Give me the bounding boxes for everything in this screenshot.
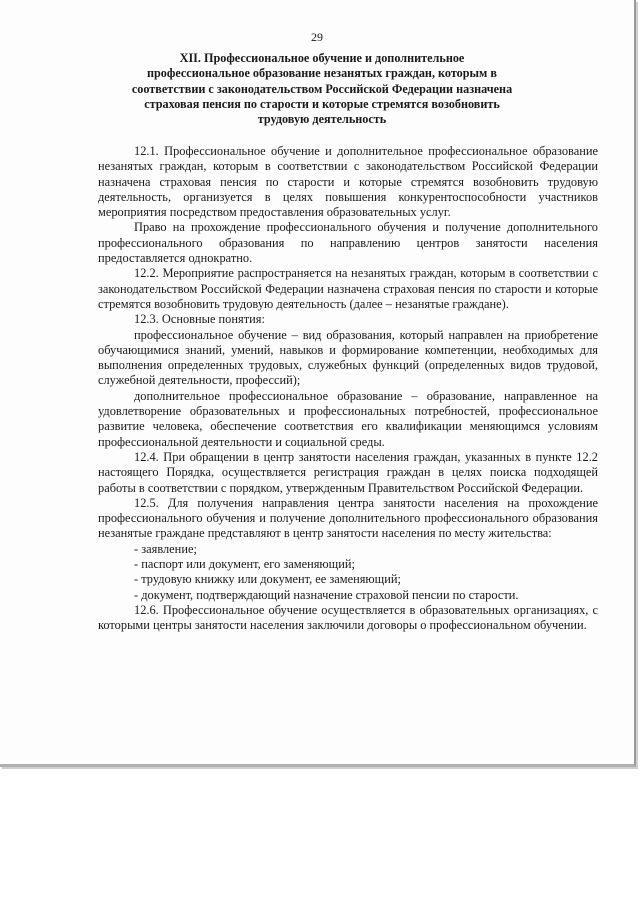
definition-additional-education: дополнительное профессиональное образование – образование, направленное на удовлетворение образовательных и профессиональных потребностей, профессиональное развитие человека, обеспечение соответствия его квалификации меняющимся условиям профессиональной деятельности и социальной среды. — [98, 388, 598, 449]
section-title — [120, 51, 524, 127]
section-title-line: соответствии с законодательством Российской Федерации назначена — [131, 81, 513, 96]
document-body — [98, 144, 598, 634]
paragraph-12-2: 12.2. Мероприятие распространяется на незанятых граждан, которым в соответствии с законодательством Российской Федерации назначена страховая пенсия по старости и которые стремятся возобновить трудовую деятельность (далее – незанятые граждане). — [98, 266, 598, 311]
paragraph-12-5: 12.5. Для получения направления центра занятости населения на прохождение профессионального обучения и получение дополнительного профессионального образования незанятые граждане представляют в центр занятости населения по месту жительства: — [98, 495, 598, 541]
section-title-line: XII. Профессиональное обучение и дополнительное — [179, 51, 465, 65]
paragraph-12-6: 12.6. Профессиональное обучение осуществляется в образовательных организациях, с которыми центры занятости населения заключили договоры о профессиональном обучении. — [98, 602, 598, 633]
definition-professional-training: профессиональное обучение – вид образования, который направлен на приобретение обучающимися знаний, умений, навыков и формирование компетенции, необходимых для выполнения определенных трудовых, служебных функций (определенных видов трудовой, служебной деятельности, профессий); — [98, 327, 598, 388]
paragraph-right-once: Право на прохождение профессионального обучения и получение дополнительного профессионального образования по направлению центров занятости населения предоставляется однократно. — [98, 220, 598, 266]
list-item: - паспорт или документ, его заменяющий; — [134, 557, 355, 572]
list-item: - трудовую книжку или документ, ее заменяющий; — [134, 572, 401, 587]
section-title-line: страховая пенсия по старости и которые стремятся возобновить — [144, 96, 500, 111]
list-item: - документ, подтверждающий назначение страховой пенсии по старости. — [134, 587, 519, 602]
list-item: - заявление; — [134, 541, 197, 556]
section-title-line: трудовую деятельность — [257, 112, 387, 127]
paragraph-12-1: 12.1. Профессиональное обучение и дополнительное профессиональное образование незанятых граждан, которым в соответствии с законодательством Российской Федерации назначена страховая пенсия по старости и которые стремятся возобновить трудовую деятельность, организуется в целях повышения конкурентоспособности участников мероприятия посредством предоставления образовательных услуг. — [98, 144, 598, 220]
paragraph-12-3: 12.3. Основные понятия: — [134, 312, 265, 327]
paragraph-12-4: 12.4. При обращении в центр занятости населения граждан, указанных в пункте 12.2 настоящего Порядка, осуществляется регистрация граждан в целях поиска подходящей работы в соответствии с порядком, утвержденным Правительством Российской Федерации. — [98, 449, 598, 495]
section-title-line: профессиональное образование незанятых граждан, которым в — [147, 66, 497, 81]
page-number: 29 — [311, 30, 323, 44]
